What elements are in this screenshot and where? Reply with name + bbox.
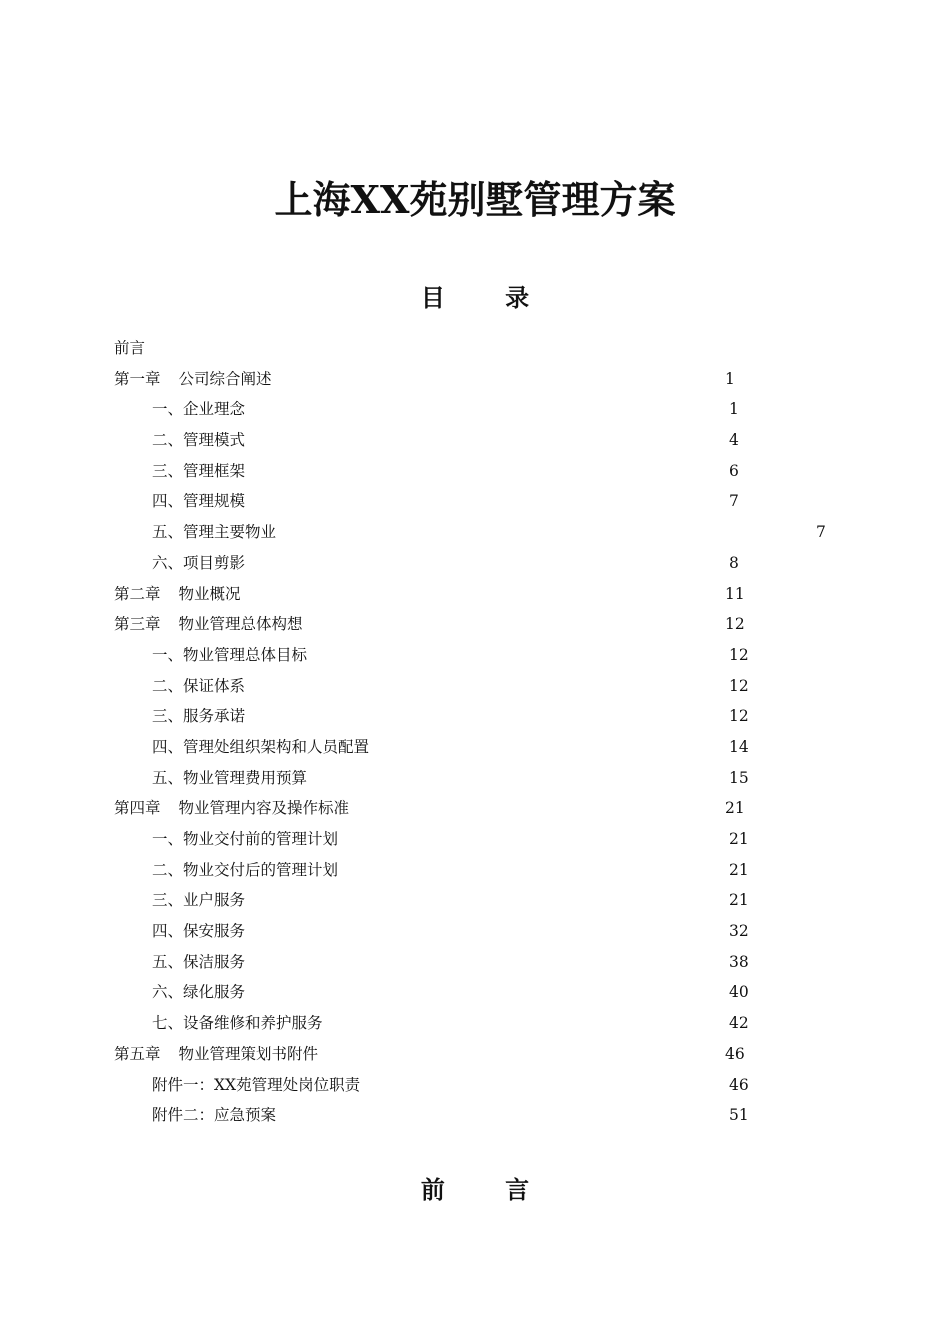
toc-label: 六、项目剪影 — [152, 553, 246, 572]
toc-page-number: 12 — [725, 615, 745, 634]
toc-label — [114, 609, 303, 640]
chapter-number: 第三章 — [114, 615, 161, 634]
toc-heading: 目 录 — [420, 283, 556, 312]
toc-label: 四、保安服务 — [152, 922, 246, 941]
toc-section[interactable] — [0, 394, 950, 425]
toc-section[interactable] — [0, 916, 950, 947]
toc-label: 五、保洁服务 — [152, 952, 246, 971]
toc-label — [114, 579, 241, 610]
toc-page-number: 21 — [729, 860, 749, 879]
toc-page-number: 6 — [729, 461, 739, 480]
toc-section[interactable] — [0, 732, 950, 763]
toc-section[interactable] — [0, 425, 950, 456]
toc-chapter-2[interactable] — [0, 579, 950, 610]
document-title: 上海XX苑别墅管理方案 — [274, 177, 676, 222]
toc-section[interactable] — [0, 855, 950, 886]
toc-label: 七、设备维修和养护服务 — [152, 1014, 323, 1033]
toc-page-number: 21 — [725, 799, 745, 818]
toc-page-number: 38 — [729, 952, 749, 971]
toc-entry-preface[interactable] — [0, 333, 950, 364]
chapter-title: 物业管理总体构想 — [178, 615, 303, 634]
toc-chapter-3[interactable] — [0, 609, 950, 640]
toc-label: 三、服务承诺 — [152, 707, 246, 726]
toc-label: 三、业户服务 — [152, 891, 246, 910]
toc-page-number: 42 — [729, 1014, 749, 1033]
toc-page-number: 46 — [729, 1075, 749, 1094]
toc-label: 一、企业理念 — [152, 400, 246, 419]
toc-label: 附件二：应急预案 — [152, 1106, 277, 1125]
toc-label: 五、物业管理费用预算 — [152, 768, 308, 787]
toc-label — [114, 1039, 318, 1070]
toc-section[interactable] — [0, 701, 950, 732]
toc-page-number: 32 — [729, 922, 749, 941]
toc-label: 前言 — [114, 339, 146, 357]
toc-label: 一、物业交付前的管理计划 — [152, 830, 339, 848]
table-of-contents — [0, 333, 950, 1131]
toc-page-number: 12 — [729, 676, 749, 695]
toc-section[interactable] — [0, 671, 950, 702]
toc-section[interactable] — [0, 977, 950, 1008]
toc-label: 二、物业交付后的管理计划 — [152, 860, 339, 879]
toc-section[interactable] — [0, 640, 950, 671]
toc-label: 四、管理规模 — [152, 492, 246, 511]
toc-section[interactable] — [0, 456, 950, 487]
toc-label: 六、绿化服务 — [152, 983, 246, 1002]
toc-page-number: 21 — [729, 830, 749, 848]
chapter-title: 物业概况 — [178, 584, 241, 603]
toc-label — [114, 364, 272, 395]
toc-section[interactable] — [0, 947, 950, 978]
toc-page-number: 11 — [725, 584, 745, 603]
toc-page-number: 12 — [729, 645, 749, 664]
chapter-number: 第二章 — [114, 584, 161, 603]
toc-label: 一、物业管理总体目标 — [152, 645, 308, 664]
toc-page-number: 14 — [729, 737, 749, 756]
toc-label: 五、管理主要物业 — [152, 523, 277, 542]
toc-attachment[interactable] — [0, 1070, 950, 1101]
toc-page-number: 21 — [729, 891, 749, 910]
chapter-title: 物业管理内容及操作标准 — [178, 799, 350, 818]
toc-page-number: 12 — [729, 707, 749, 726]
toc-label — [114, 793, 349, 824]
toc-page-number: 51 — [729, 1106, 749, 1125]
toc-section[interactable] — [0, 763, 950, 794]
toc-section[interactable] — [0, 885, 950, 916]
toc-page-number: 1 — [725, 369, 735, 388]
toc-label: 二、管理模式 — [152, 431, 246, 450]
toc-chapter-5[interactable] — [0, 1039, 950, 1070]
toc-label: 三、管理框架 — [152, 461, 246, 480]
toc-chapter-1[interactable] — [0, 364, 950, 395]
toc-page-number: 8 — [729, 553, 739, 572]
toc-label: 二、保证体系 — [152, 676, 246, 695]
toc-page-number: 1 — [729, 400, 739, 419]
toc-page-number: 40 — [729, 983, 749, 1002]
toc-label: 附件一：XX苑管理处岗位职责 — [152, 1075, 361, 1094]
toc-section[interactable] — [0, 1008, 950, 1039]
toc-section[interactable] — [0, 548, 950, 579]
chapter-number: 第四章 — [114, 799, 161, 818]
toc-section[interactable] — [0, 486, 950, 517]
toc-label: 四、管理处组织架构和人员配置 — [152, 737, 370, 756]
toc-chapter-4[interactable] — [0, 793, 950, 824]
toc-section[interactable] — [0, 517, 950, 548]
toc-attachment[interactable] — [0, 1100, 950, 1131]
toc-page-number: 46 — [725, 1044, 745, 1063]
chapter-title: 公司综合阐述 — [178, 369, 272, 388]
toc-page-number: 7 — [729, 492, 739, 511]
preface-heading: 前 言 — [420, 1175, 556, 1204]
chapter-number: 第五章 — [114, 1044, 161, 1063]
toc-section[interactable] — [0, 824, 950, 855]
toc-page-number: 15 — [729, 768, 749, 787]
chapter-number: 第一章 — [114, 369, 161, 388]
toc-page-number: 4 — [729, 431, 739, 450]
chapter-title: 物业管理策划书附件 — [178, 1044, 319, 1063]
toc-page-number: 7 — [816, 523, 826, 542]
